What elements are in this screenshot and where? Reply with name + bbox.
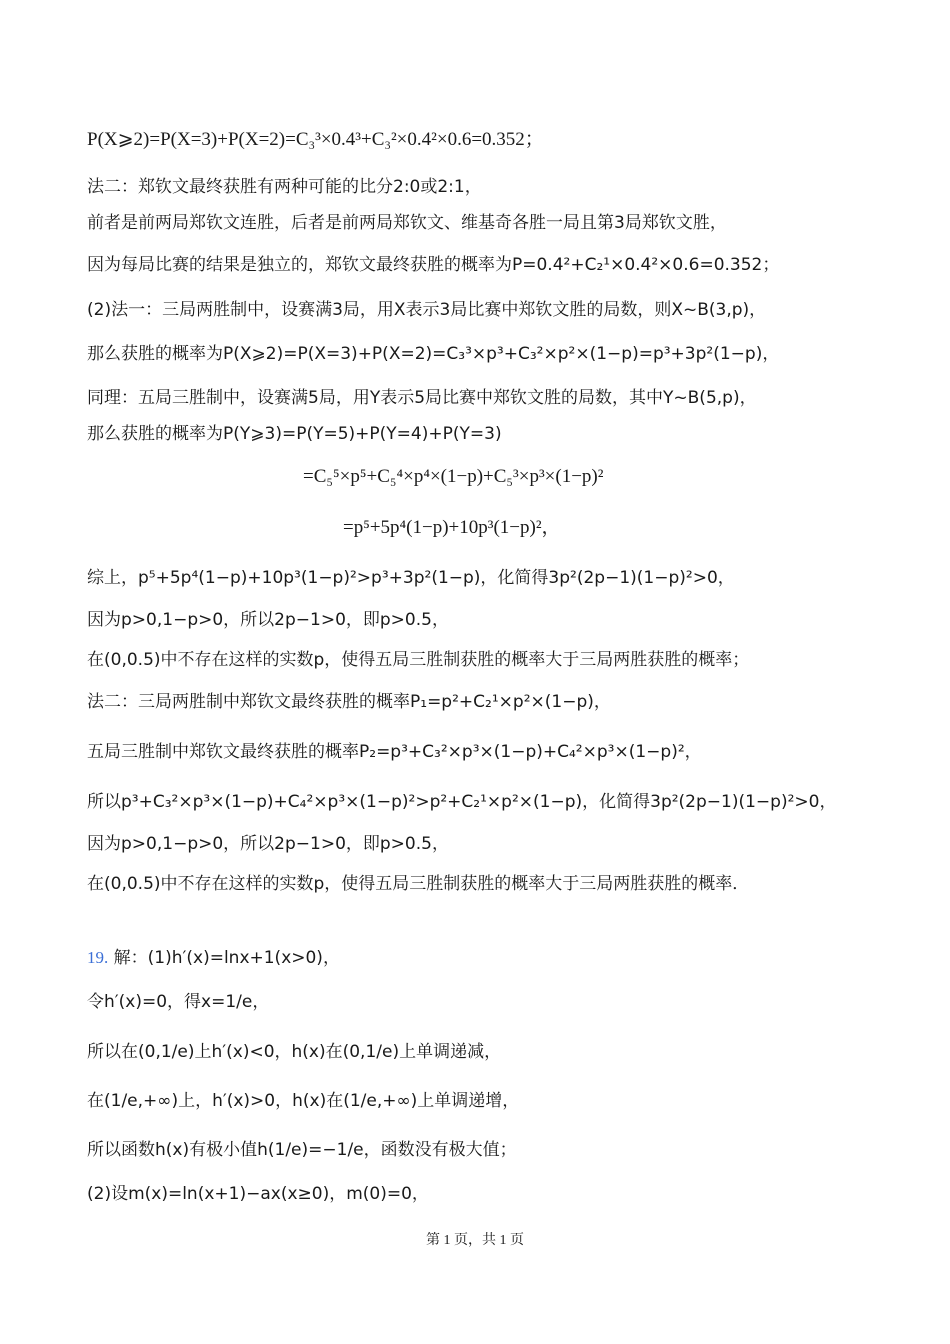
solution-line-12: 因为p>0,1−p>0，所以2p−1>0，即p>0.5， xyxy=(87,610,449,630)
solution-line-18: 在(0,0.5)中不存在这样的实数p，使得五局三胜制获胜的概率大于三局两胜获胜的概率． xyxy=(87,874,750,894)
solution-line-15: 五局三胜制中郑钦文最终获胜的概率P₂=p³+C₃²×p³×(1−p)+C₄²×p³×(1−p)²， xyxy=(87,742,702,762)
q19-line-5: 所以函数h(x)有极小值h(1/e)=−1/e，函数没有极大值； xyxy=(87,1140,517,1160)
solution-line-8: 那么获胜的概率为P(Y⩾3)=P(Y=5)+P(Y=4)+P(Y=3) xyxy=(87,424,502,444)
solution-line-13: 在(0,0.5)中不存在这样的实数p，使得五局三胜制获胜的概率大于三局两胜获胜的概率； xyxy=(87,650,750,670)
solution-line-3: 前者是前两局郑钦文连胜，后者是前两局郑钦文、维基奇各胜一局且第3局郑钦文胜， xyxy=(87,213,727,233)
q19-line-4: 在(1/e,+∞)上，h′(x)>0，h(x)在(1/e,+∞)上单调递增， xyxy=(87,1091,520,1111)
solution-line-11: 综上，p⁵+5p⁴(1−p)+10p³(1−p)²>p³+3p²(1−p)，化简得3p²(2p−1)(1−p)²>0， xyxy=(87,568,735,588)
q19-line-2: 令h′(x)=0，得x=1/e， xyxy=(87,992,270,1012)
page-footer: 第 1 页，共 1 页 xyxy=(426,1233,524,1248)
q19-line-6: (2)设m(x)=ln(x+1)−ax(x≥0)，m(0)=0， xyxy=(87,1184,429,1204)
solution-line-4: 因为每局比赛的结果是独立的，郑钦文最终获胜的概率为P=0.4²+C₂¹×0.4²×0.6=0.352； xyxy=(87,255,780,275)
solution-line-17: 因为p>0,1−p>0，所以2p−1>0，即p>0.5， xyxy=(87,834,449,854)
solution-line-2: 法二：郑钦文最终获胜有两种可能的比分2:0或2:1， xyxy=(87,177,482,197)
q19-line-1: 解：(1)h′(x)=lnx+1(x>0)， xyxy=(113,948,340,968)
question-number: 19. xyxy=(87,948,109,967)
solution-line-10: =p⁵+5p⁴(1−p)+10p³(1−p)²， xyxy=(343,517,561,538)
solution-line-16: 所以p³+C₃²×p³×(1−p)+C₄²×p³×(1−p)²>p²+C₂¹×p²×(1−p)，化简得3p²(2p−1)(1−p)²>0， xyxy=(87,792,837,812)
question-19-first-line xyxy=(87,946,340,970)
solution-line-6: 那么获胜的概率为P(X⩾2)=P(X=3)+P(X=2)=C₃³×p³+C₃²×p²×(1−p)=p³+3p²(1−p)， xyxy=(87,344,780,364)
solution-line-7: 同理：五局三胜制中，设赛满5局，用Y表示5局比赛中郑钦文胜的局数，其中Y~B(5,p)， xyxy=(87,388,757,408)
solution-line-5: (2)法一：三局两胜制中，设赛满3局，用X表示3局比赛中郑钦文胜的局数，则X~B(3,p)， xyxy=(87,300,767,320)
solution-line-9: =C₅⁵×p⁵+C₅⁴×p⁴×(1−p)+C₅³×p³×(1−p)² xyxy=(303,466,604,487)
solution-line-14: 法二：三局两胜制中郑钦文最终获胜的概率P₁=p²+C₂¹×p²×(1−p)， xyxy=(87,692,611,712)
q19-line-3: 所以在(0,1/e)上h′(x)<0，h(x)在(0,1/e)上单调递减， xyxy=(87,1042,502,1062)
solution-line-1: P(X⩾2)=P(X=3)+P(X=2)=C₃³×0.4³+C₃²×0.4²×0.6=0.352； xyxy=(87,129,544,150)
